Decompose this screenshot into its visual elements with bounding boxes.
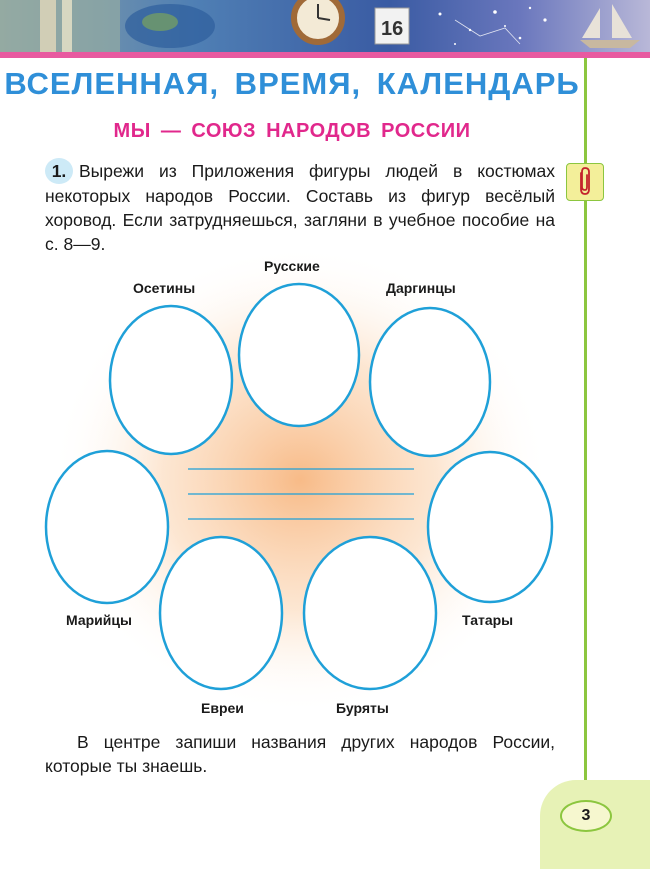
oval-russians[interactable] xyxy=(239,284,359,426)
oval-dargins[interactable] xyxy=(370,308,490,456)
oval-mari[interactable] xyxy=(46,451,168,603)
diagram-graphic xyxy=(0,250,650,720)
label-jews: Евреи xyxy=(201,700,244,716)
banner-illustration xyxy=(0,0,650,52)
paperclip-icon-graphic xyxy=(567,164,602,199)
bottom-instruction: В центре запиши названия других народов России, которые ты знаешь. xyxy=(45,732,555,776)
map-scroll xyxy=(0,0,120,52)
oval-buryats[interactable] xyxy=(304,537,436,689)
label-tatars: Татары xyxy=(462,612,514,628)
header-banner xyxy=(0,0,650,52)
task-number: 1. xyxy=(45,158,73,184)
svg-text:16: 16 xyxy=(381,18,404,40)
header-pink-strip xyxy=(0,52,650,58)
oval-jews[interactable] xyxy=(160,537,282,689)
paperclip-icon xyxy=(566,163,604,201)
label-buryats: Буряты xyxy=(336,700,389,716)
page-number: 3 xyxy=(560,800,612,832)
label-dargins: Даргинцы xyxy=(386,280,456,296)
oval-ossetians[interactable] xyxy=(110,306,232,454)
unit-title: ВСЕЛЕННАЯ, ВРЕМЯ, КАЛЕНДАРЬ xyxy=(4,66,580,101)
label-ossetians: Осетины xyxy=(133,280,196,296)
task-text: Вырежи из Приложения фигуры людей в костюмах некоторых народов России. Составь из фигур весёлый хоровод. Если затрудняешься, загляни в учебное пособие на с. 8—9. xyxy=(45,161,555,254)
round-dance-diagram xyxy=(0,250,650,720)
lesson-title: МЫ — СОЮЗ НАРОДОВ РОССИИ xyxy=(113,120,471,142)
label-russians: Русские xyxy=(264,258,320,274)
task-1 xyxy=(45,158,555,256)
label-mari: Марийцы xyxy=(66,612,132,628)
oval-tatars[interactable] xyxy=(428,452,552,602)
